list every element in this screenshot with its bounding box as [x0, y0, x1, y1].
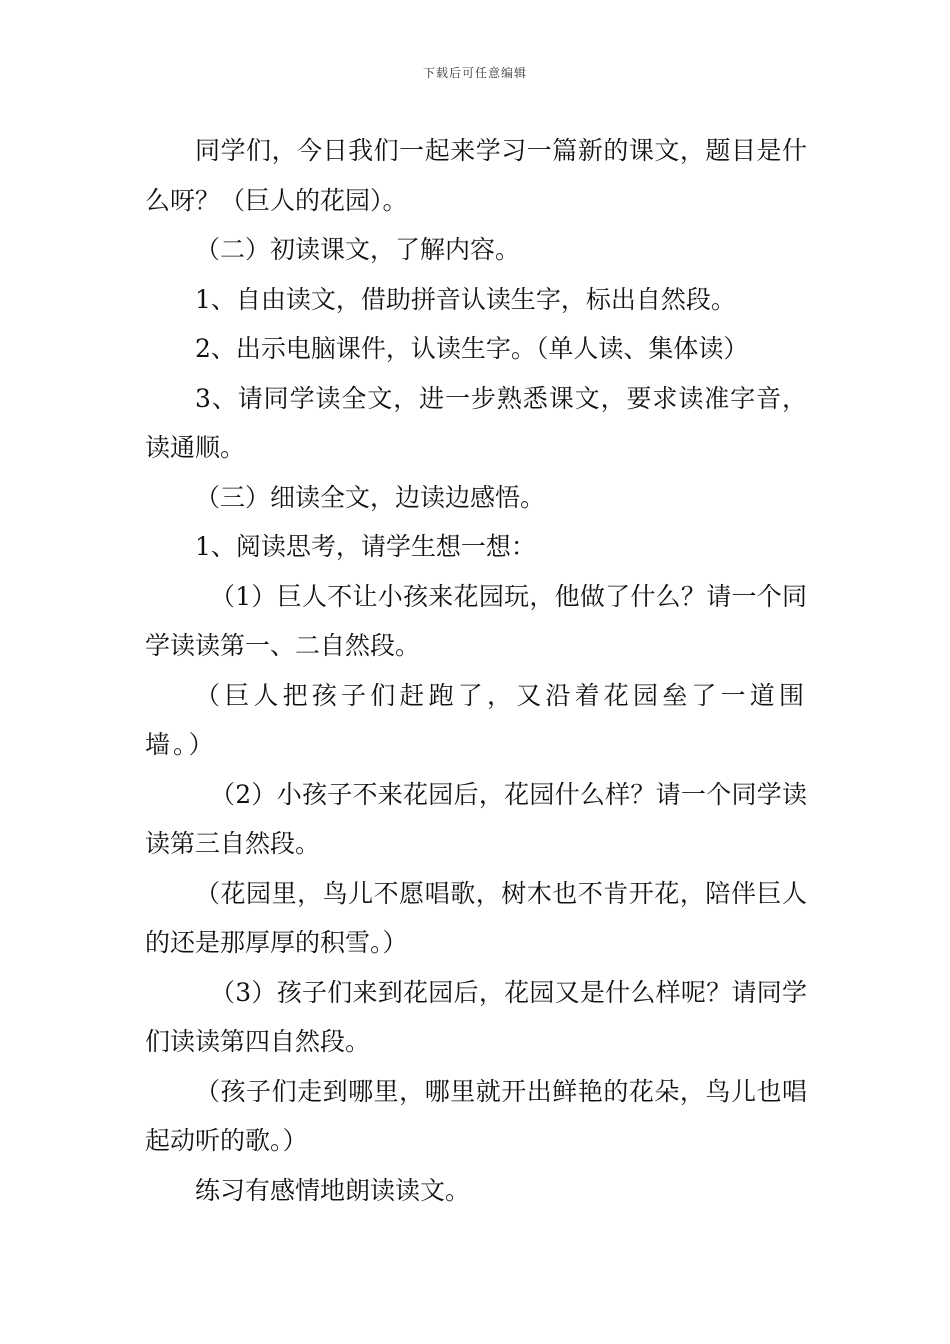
paragraph-section-two-heading: （二）初读课文，了解内容。 [195, 235, 521, 264]
paragraph-step-2: 2、出示电脑课件，认读生字。（单人读、集体读） [195, 334, 749, 363]
paragraph-reading-task: 1、阅读思考，请学生想一想： [195, 532, 536, 561]
paragraph-practice: 练习有感情地朗读读文。 [195, 1175, 471, 1205]
paragraph-question-3: （3）孩子们来到花园后，花园又是什么样呢？请同学们读读第四自然段。 [145, 977, 807, 1056]
paragraph-intro: 同学们，今日我们一起来学习一篇新的课文，题目是什么呀？（巨人的花园）。 [145, 136, 807, 215]
paragraph-question-2: （2）小孩子不来花园后，花园什么样？请一个同学读读第三自然段。 [145, 779, 807, 858]
paragraph-step-1: 1、自由读文，借助拼音认读生字，标出自然段。 [195, 284, 736, 314]
paragraph-answer-3: （孩子们走到哪里，哪里就开出鲜艳的花朵，鸟儿也唱起动听的歌。） [145, 1076, 807, 1155]
document-body [145, 126, 807, 1215]
paragraph-question-1: （1）巨人不让小孩来花园玩，他做了什么？请一个同学读读第一、二自然段。 [145, 581, 807, 660]
paragraph-answer-1: （巨人把孩子们赶跑了，又沿着花园垒了一道围墙。） [145, 680, 807, 759]
paragraph-step-3: 3、请同学读全文，进一步熟悉课文，要求读准字音，读通顺。 [145, 383, 807, 462]
page-header-note: 下载后可任意编辑 [422, 66, 527, 80]
paragraph-section-three-heading: （三）细读全文，边读边感悟。 [195, 482, 546, 512]
paragraph-answer-2: （花园里，鸟儿不愿唱歌，树木也不肯开花，陪伴巨人的还是那厚厚的积雪。） [145, 878, 807, 957]
